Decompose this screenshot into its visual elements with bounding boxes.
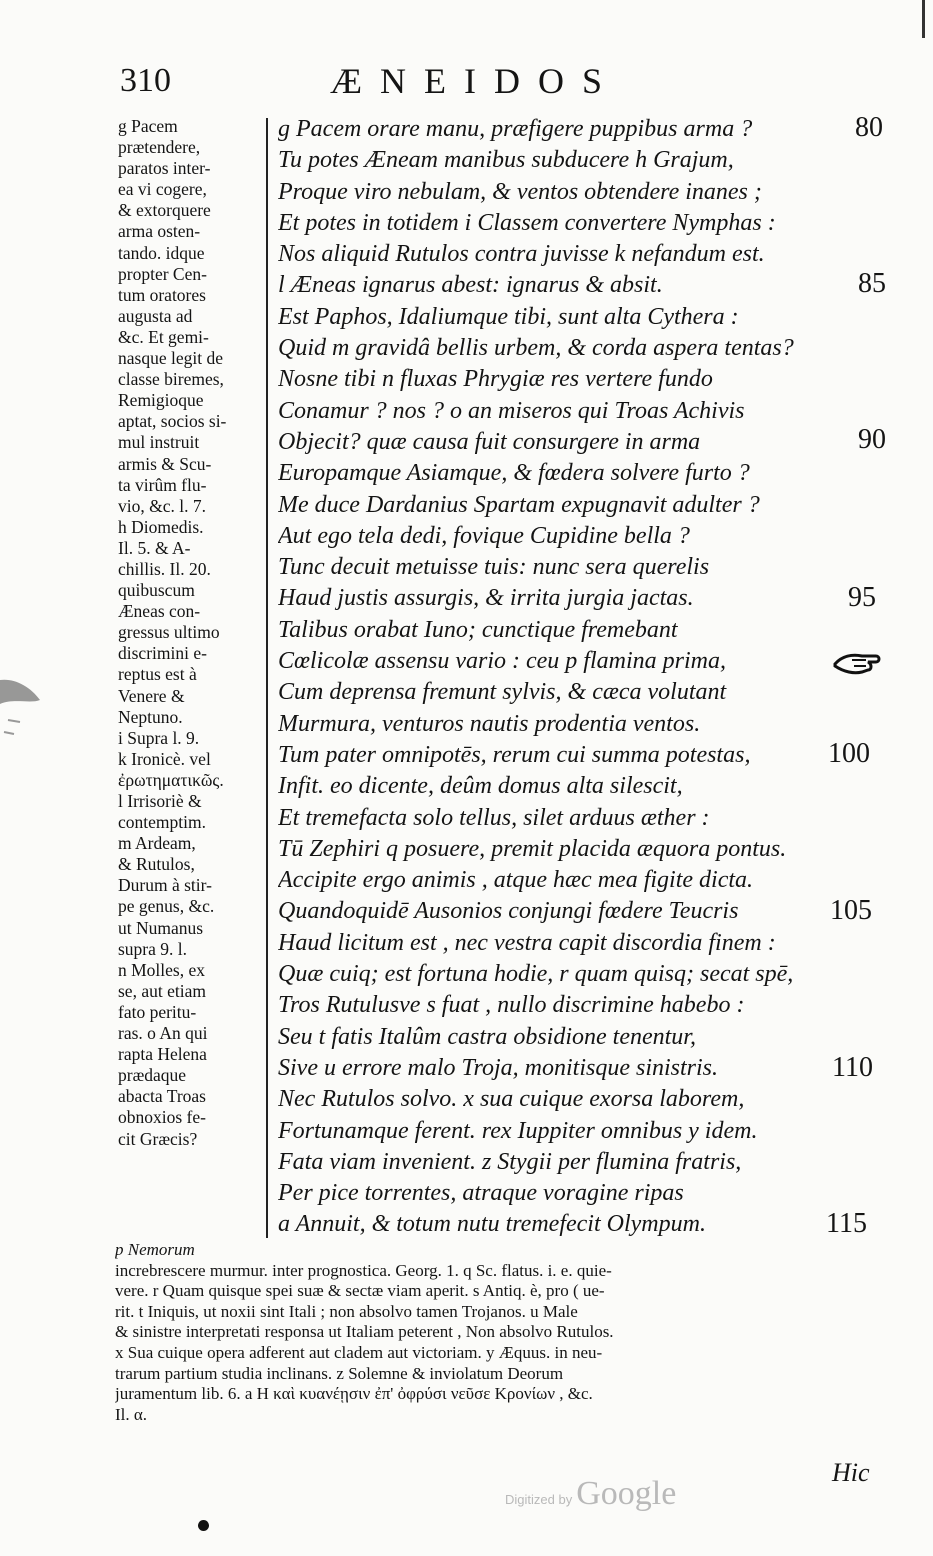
gloss-line: i Supra l. 9. xyxy=(118,727,200,748)
verse-line: Me duce Dardanius Spartam expugnavit adulter ? xyxy=(278,491,760,518)
verse-column xyxy=(278,114,878,1241)
line-number-100: 100 xyxy=(828,738,870,769)
gloss-line: m Ardeam, xyxy=(118,833,196,854)
footnote-line: Il. α. xyxy=(115,1404,148,1424)
verse-line: Haud licitum est , nec vestra capit discordia finem : xyxy=(278,929,776,956)
line-number-95: 95 xyxy=(848,582,876,613)
gloss-line: Durum à stir- xyxy=(118,875,212,896)
verse-line: Tum pater omnipotēs, rerum cui summa potestas, xyxy=(278,741,751,768)
verse-line: Proque viro nebulam, & ventos obtendere inanes ; xyxy=(278,178,762,205)
verse-line: Objecit? quæ causa fuit consurgere in arma xyxy=(278,428,701,455)
gloss-line: n Molles, ex xyxy=(118,959,206,980)
gloss-line: h Diomedis. xyxy=(118,516,204,537)
gloss-line: obnoxios fe- xyxy=(118,1107,206,1128)
gloss-line: prætendere, xyxy=(118,137,201,158)
verse-line: Conamur ? nos ? o an miseros qui Troas Achivis xyxy=(278,397,745,424)
gloss-line: tum oratores xyxy=(118,284,206,305)
gloss-line: nasque legit de xyxy=(118,348,223,369)
gloss-line: Æneas con- xyxy=(118,601,201,622)
gloss-line: Remigioque xyxy=(118,390,204,411)
verse-line: Seu t fatis Italûm castra obsidione tenentur, xyxy=(278,1023,696,1050)
gloss-line: arma osten- xyxy=(118,221,201,242)
gloss-line: ras. o An qui xyxy=(118,1023,208,1044)
bleed-smudge xyxy=(0,660,60,755)
gloss-line: gressus ultimo xyxy=(118,622,220,643)
verse-line: Fata viam invenient. z Stygii per flumina fratris, xyxy=(278,1148,742,1175)
verse-line: Murmura, venturos nautis prodentia ventos. xyxy=(278,710,701,737)
gloss-line: cit Græcis? xyxy=(118,1128,198,1149)
verse-line: Quandoquidē Ausonios conjungi fœdere Teucris xyxy=(278,898,739,925)
gloss-line: g Pacem xyxy=(118,116,178,136)
gloss-line: prædaque xyxy=(118,1065,187,1086)
margin-tick xyxy=(922,0,925,38)
line-number-110: 110 xyxy=(832,1052,873,1083)
gloss-line: discrimini e- xyxy=(118,643,207,664)
line-number-85: 85 xyxy=(858,268,886,299)
running-head: ÆNEIDOS xyxy=(330,61,621,101)
gloss-line: fato peritu- xyxy=(118,1001,197,1022)
verse-line: l Æneas ignarus abest: ignarus & absit. xyxy=(278,272,663,299)
gloss-line: paratos inter- xyxy=(118,158,211,179)
gloss-line: &c. Et gemi- xyxy=(118,326,209,347)
gloss-line: propter Cen- xyxy=(118,263,207,284)
line-number-105: 105 xyxy=(830,895,872,926)
verse-line: Tunc decuit metuisse tuis: nunc sera querelis xyxy=(278,554,710,581)
verse-line: Et potes in totidem i Classem convertere Nymphas : xyxy=(278,209,776,236)
gloss-line: ea vi cogere, xyxy=(118,179,207,200)
verse-line: Cœlicolæ assensu vario : ceu p flamina prima, xyxy=(278,648,726,675)
verse-line: Et tremefacta solo tellus, silet arduus æther : xyxy=(278,804,710,831)
line-number-115: 115 xyxy=(826,1208,867,1239)
gloss-line: Il. 5. & A- xyxy=(118,537,191,558)
gloss-line: rapta Helena xyxy=(118,1044,207,1065)
gutter-rule xyxy=(266,118,268,1238)
verse-line: Quæ cuiq; est fortuna hodie, r quam quisq; secat spē, xyxy=(278,961,794,988)
verse-line: Nec Rutulos solvo. x sua cuique exorsa laborem, xyxy=(278,1086,745,1113)
gloss-line: vio, &c. l. 7. xyxy=(118,495,206,516)
gloss-line: l Irrisoriè & xyxy=(118,791,202,811)
footnote-line: x Sua cuique opera adferent aut cladem aut victoriam. y Æquus. in neu- xyxy=(115,1342,603,1362)
verse-line: Nos aliquid Rutulos contra juvisse k nefandum est. xyxy=(278,241,765,268)
verse-line: Sive u errore malo Troja, monitisque sinistris. xyxy=(278,1054,719,1081)
verse-line: Accipite ergo animis , atque hæc mea figite dicta. xyxy=(278,867,754,894)
verse-line: Quid m gravidâ bellis urbem, & corda aspera tentas? xyxy=(278,335,794,362)
line-number-90: 90 xyxy=(858,424,886,455)
gloss-line: & extorquere xyxy=(118,200,211,221)
verse-line: g Pacem orare manu, præfigere puppibus arma ? xyxy=(278,116,753,142)
footnote-line: p Nemorum xyxy=(115,1240,195,1259)
gloss-line: tando. idque xyxy=(118,242,205,263)
gloss-line: classe biremes, xyxy=(118,369,224,390)
verse-line: Aut ego tela dedi, fovique Cupidine bella ? xyxy=(278,522,690,549)
digitized-watermark xyxy=(505,1475,676,1513)
gloss-column xyxy=(118,116,268,1150)
page-number: 310 xyxy=(120,62,171,99)
footnote-line: juramentum lib. 6. a Η καὶ κυανέῃσιν ἐπ' ὀφρύσι νεῦσε Κρονίων , &c. xyxy=(115,1384,593,1404)
gloss-line: quibuscum xyxy=(118,580,195,601)
footnote-line: increbrescere murmur. inter prognostica. Georg. 1. q Sc. flatus. i. e. quie- xyxy=(115,1260,612,1280)
gloss-line: aptat, socios si- xyxy=(118,411,227,432)
verse-line: Per pice torrentes, atraque voragine ripas xyxy=(278,1180,684,1207)
gloss-line: & Rutulos, xyxy=(118,854,195,875)
verse-line: Nosne tibi n fluxas Phrygiæ res vertere fundo xyxy=(278,366,713,393)
gloss-line: chillis. Il. 20. xyxy=(118,558,211,579)
gloss-line: contemptim. xyxy=(118,812,206,833)
line-number-80: 80 xyxy=(855,112,883,143)
verse-line: a Annuit, & totum nutu tremefecit Olympum. xyxy=(278,1211,706,1238)
gloss-line: Venere & xyxy=(118,685,185,706)
gloss-line: mul instruit xyxy=(118,432,200,453)
gloss-line: augusta ad xyxy=(118,305,193,326)
watermark-prefix: Digitized by xyxy=(505,1492,573,1507)
gloss-line: abacta Troas xyxy=(118,1086,206,1107)
gloss-line: k Ironicè. vel xyxy=(118,748,211,769)
gloss-line: pe genus, &c. xyxy=(118,896,215,917)
verse-line: Infit. eo dicente, deûm domus alta silescit, xyxy=(278,773,683,800)
gloss-line: ut Numanus xyxy=(118,917,204,938)
verse-line: Europamque Asiamque, & fœdera solvere furto ? xyxy=(278,460,750,487)
gloss-line: se, aut etiam xyxy=(118,980,206,1001)
gloss-line: ta virûm flu- xyxy=(118,474,207,495)
gloss-line: reptus est à xyxy=(118,664,197,685)
catchword: Hic xyxy=(832,1458,870,1487)
footnote-line: rit. t Iniquis, ut noxii sint Itali ; non absolvo tamen Trojanos. u Male xyxy=(115,1301,578,1321)
verse-line: Est Paphos, Idaliumque tibi, sunt alta Cythera : xyxy=(278,303,739,330)
verse-line: Talibus orabat Iuno; cunctique fremebant xyxy=(278,616,678,643)
verse-line: Fortunamque ferent. rex Iuppiter omnibus y idem. xyxy=(278,1117,758,1144)
manicule-icon xyxy=(832,648,882,685)
footnotes xyxy=(115,1240,885,1425)
footnote-line: trarum partium studia inclinans. z Solemne & inviolatum Deorum xyxy=(115,1363,564,1383)
gloss-line: supra 9. l. xyxy=(118,938,188,959)
gloss-line: armis & Scu- xyxy=(118,453,212,474)
watermark-brand: Google xyxy=(576,1475,677,1512)
footnote-line: vere. r Quam quisque spei suæ & sectæ viam aperit. s Antiq. è, pro ( ue- xyxy=(115,1281,605,1301)
footnote-line: & sinistre interpretati responsa ut Italiam peterent , Non absolvo Rutulos. xyxy=(115,1322,614,1342)
gloss-line: Neptuno. xyxy=(118,706,183,727)
ink-dot xyxy=(198,1520,209,1531)
verse-line: Tros Rutulusve s fuat , nullo discrimine habebo : xyxy=(278,992,745,1019)
gloss-line: ἐρωτηματικῶς. xyxy=(118,769,224,790)
verse-line: Tu potes Æneam manibus subducere h Grajum, xyxy=(278,147,734,174)
verse-line: Cum deprensa fremunt sylvis, & cæca volutant xyxy=(278,679,727,706)
verse-line: Tū Zephiri q posuere, premit placida æquora pontus. xyxy=(278,835,787,862)
verse-line: Haud justis assurgis, & irrita jurgia jactas. xyxy=(278,585,694,612)
